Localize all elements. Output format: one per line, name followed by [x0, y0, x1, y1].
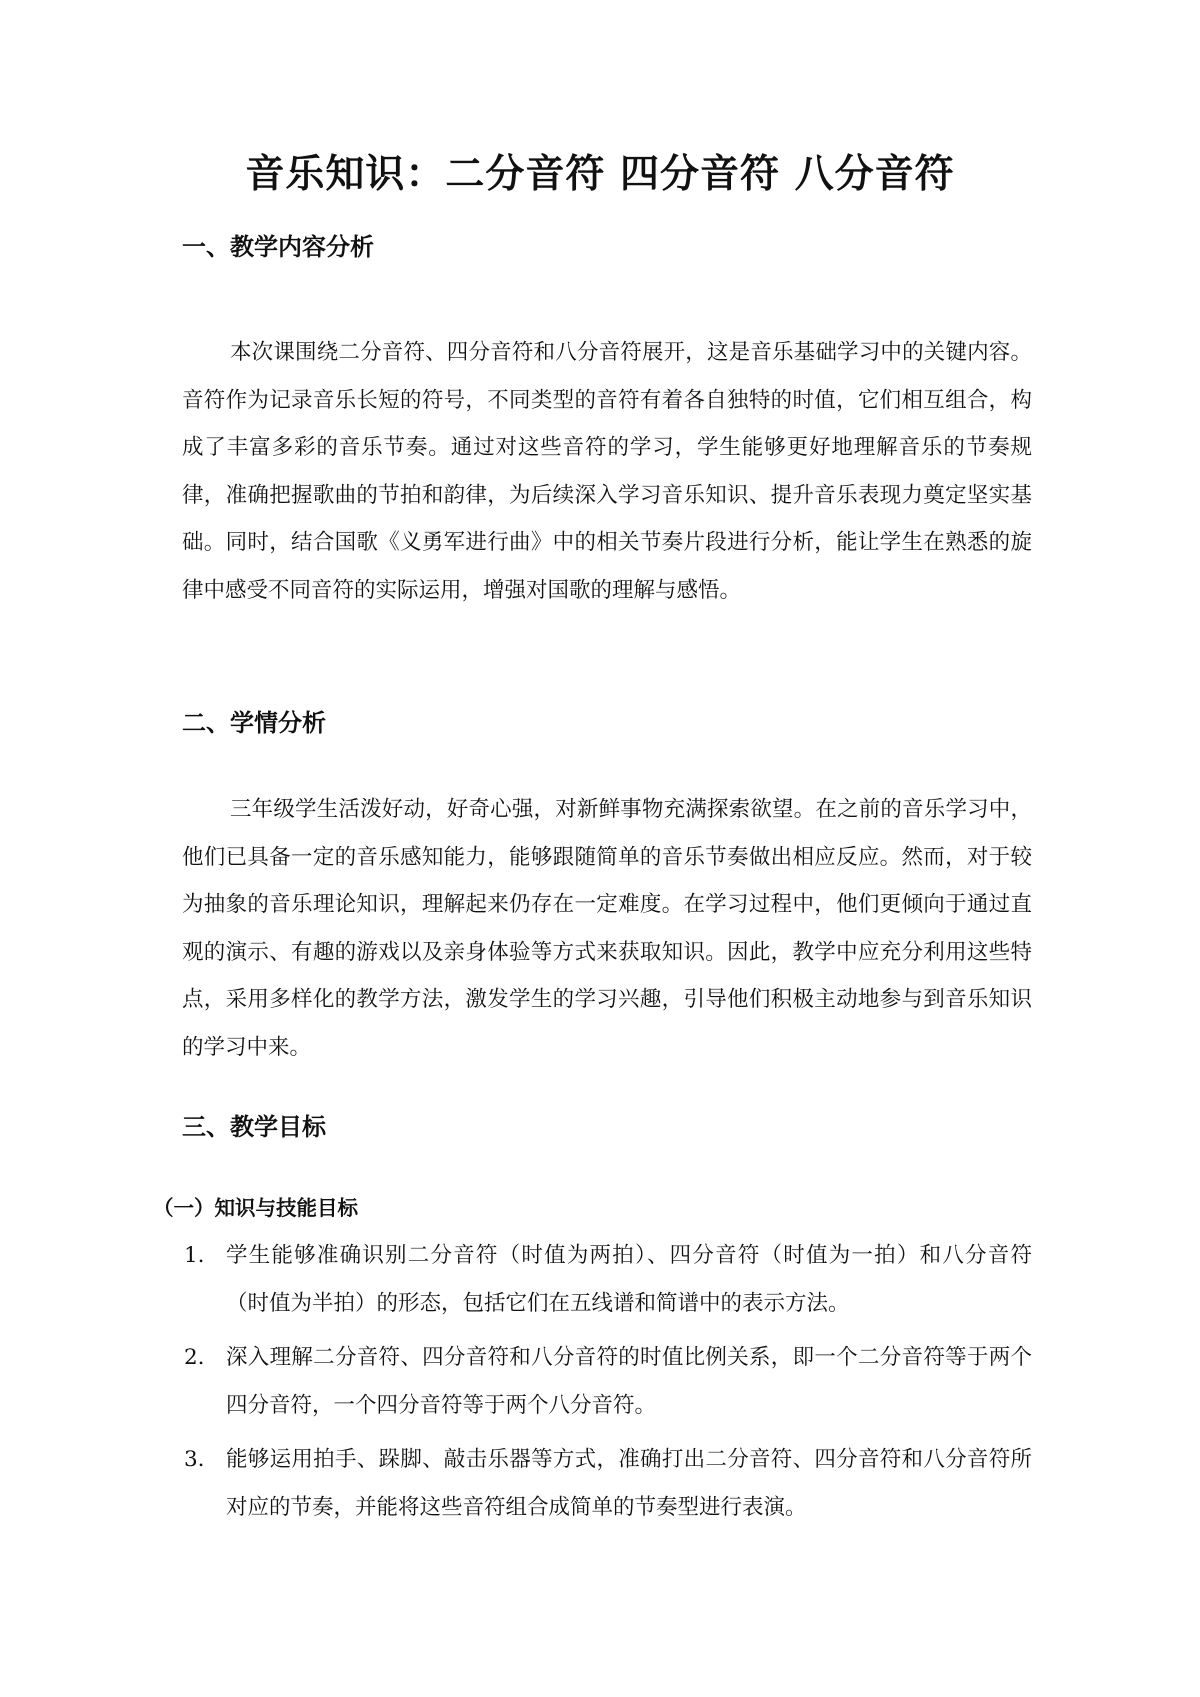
goal-list [182, 1232, 1032, 1538]
paragraph-student-analysis: 三年级学生活泼好动，好奇心强，对新鲜事物充满探索欲望。在之前的音乐学习中，他们已具备一定的音乐感知能力，能够跟随简单的音乐节奏做出相应反应。然而，对于较为抽象的音乐理论知识，理解起来仍存在一定难度。在学习过程中，他们更倾向于通过直观的演示、有趣的游戏以及亲身体验等方式来获取知识。因此，教学中应充分利用这些特点，采用多样化的教学方法，激发学生的学习兴趣，引导他们积极主动地参与到音乐知识的学习中来。 [182, 797, 1032, 1060]
list-item-number: 1. [184, 1243, 205, 1268]
list-item-text: 学生能够准确识别二分音符（时值为两拍）、四分音符（时值为一拍）和八分音符（时值为半拍）的形态，包括它们在五线谱和简谱中的表示方法。 [226, 1243, 1032, 1316]
list-item [182, 1334, 1032, 1430]
list-item-text: 深入理解二分音符、四分音符和八分音符的时值比例关系，即一个二分音符等于两个四分音符，一个四分音符等于两个八分音符。 [226, 1345, 1032, 1418]
list-item [182, 1436, 1032, 1532]
section-heading-content-analysis: 一、教学内容分析 [182, 233, 374, 261]
list-item-number: 2. [184, 1345, 205, 1370]
list-item [182, 1232, 1032, 1328]
paragraph-content-analysis: 本次课围绕二分音符、四分音符和八分音符展开，这是音乐基础学习中的关键内容。音符作为记录音乐长短的符号，不同类型的音符有着各自独特的时值，它们相互组合，构成了丰富多彩的音乐节奏。通过对这些音符的学习，学生能够更好地理解音乐的节奏规律，准确把握歌曲的节拍和韵律，为后续深入学习音乐知识、提升音乐表现力奠定坚实基础。同时，结合国歌《义勇军进行曲》中的相关节奏片段进行分析，能让学生在熟悉的旋律中感受不同音符的实际运用，增强对国歌的理解与感悟。 [182, 340, 1032, 603]
list-item-text: 能够运用拍手、跺脚、敲击乐器等方式，准确打出二分音符、四分音符和八分音符所对应的节奏，并能将这些音符组合成简单的节奏型进行表演。 [226, 1447, 1032, 1520]
list-item-number: 3. [184, 1447, 205, 1472]
document-title: 音乐知识：二分音符 四分音符 八分音符 [245, 152, 955, 197]
subheading-knowledge-skills: （一）知识与技能目标 [153, 1196, 358, 1220]
section-heading-student-analysis: 二、学情分析 [182, 709, 326, 737]
section-heading-teaching-goals: 三、教学目标 [182, 1113, 326, 1141]
